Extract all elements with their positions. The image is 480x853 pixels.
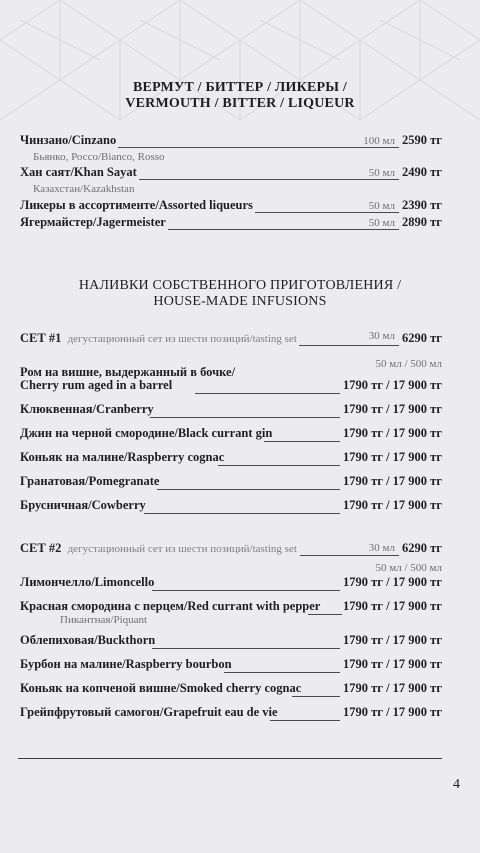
page-number: 4 (453, 777, 460, 792)
infusion-item (20, 379, 442, 395)
item-name: Ягермайстер/Jagermeister (20, 215, 166, 229)
item-price: 1790 тг / 17 900 тг (343, 402, 442, 416)
item-price: 1790 тг / 17 900 тг (343, 450, 442, 464)
item-price: 1790 тг / 17 900 тг (343, 498, 442, 512)
item-price: 1790 тг / 17 900 тг (343, 681, 442, 695)
item-name: Красная смородина с перцем/Red currant with pepper (20, 599, 321, 613)
item-name: Cherry rum aged in a barrel (20, 378, 173, 392)
item-price: 1790 тг / 17 900 тг (343, 474, 442, 488)
infusion-item (20, 499, 442, 515)
item-name: Гранатовая/Pomegranate (20, 474, 160, 488)
volume-columns: 50 мл / 500 мл (375, 358, 442, 370)
set-volume: 30 мл (366, 542, 398, 554)
footer-divider (18, 758, 442, 759)
infusion-item (20, 658, 442, 674)
item-price: 1790 тг / 17 900 тг (343, 378, 442, 392)
item-note: Пикантная/Piquant (60, 614, 148, 626)
item-name: Облепиховая/Buckthorn (20, 633, 156, 647)
item-name: Брусничная/Cowberry (20, 498, 146, 512)
infusion-item (20, 427, 442, 443)
item-price: 1790 тг / 17 900 тг (343, 575, 442, 589)
item-volume: 50 мл (366, 200, 398, 212)
tasting-set-1 (20, 330, 442, 348)
item-name: Коньяк на копченой вишне/Smoked cherry cognac (20, 681, 302, 695)
set-volume: 30 мл (366, 330, 398, 342)
item-price: 2390 тг (399, 198, 442, 213)
item-price: 2490 тг (399, 165, 442, 180)
volume-columns: 50 мл / 500 мл (375, 562, 442, 574)
item-volume: 100 мл (360, 135, 398, 147)
set-name: СЕТ #1 дегустационный сет из шести позиций/tasting set (20, 331, 297, 345)
item-price: 1790 тг / 17 900 тг (343, 426, 442, 440)
infusion-item (20, 706, 442, 722)
item-price: 1790 тг / 17 900 тг (343, 599, 442, 613)
item-name: Ликеры в ассортименте/Assorted liqueurs (20, 198, 253, 212)
section-title-en: VERMOUTH / BITTER / LIQUEUR (125, 96, 355, 111)
item-note: Казахстан/Kazakhstan (33, 183, 135, 195)
item-note: Бьянко, Россо/Bianco, Rosso (33, 151, 165, 163)
item-name: Лимончелло/Limoncello (20, 575, 155, 589)
menu-item (20, 197, 442, 215)
section-title-en: HOUSE-MADE INFUSIONS (153, 294, 327, 309)
item-price: 2590 тг (399, 133, 442, 148)
item-volume: 50 мл (366, 217, 398, 229)
infusion-item (20, 403, 442, 419)
item-name: Коньяк на малине/Raspberry cognac (20, 450, 225, 464)
tasting-set-2 (20, 540, 442, 558)
infusion-item (20, 475, 442, 491)
menu-item (20, 214, 442, 232)
set-price: 6290 тг (399, 331, 442, 346)
infusion-item (20, 634, 442, 650)
item-name: Бурбон на малине/Raspberry bourbon (20, 657, 232, 671)
item-name: Клюквенная/Cranberry (20, 402, 154, 416)
item-name: Хан саят/Khan Sayat (20, 165, 137, 179)
section-title-ru: НАЛИВКИ СОБСТВЕННОГО ПРИГОТОВЛЕНИЯ / (78, 278, 402, 293)
item-price: 2890 тг (399, 215, 442, 230)
menu-item (20, 164, 442, 182)
set-price: 6290 тг (399, 541, 442, 556)
set-name: СЕТ #2 дегустационный сет из шести позиций/tasting set (20, 541, 297, 555)
item-volume: 50 мл (366, 167, 398, 179)
infusion-item (20, 451, 442, 467)
item-price: 1790 тг / 17 900 тг (343, 657, 442, 671)
menu-item (20, 132, 442, 150)
item-name: Грейпфрутовый самогон/Grapefruit eau de vie (20, 705, 278, 719)
item-name-line1: Ром на вишне, выдержанный в бочке/ (20, 365, 236, 379)
infusion-item (20, 576, 442, 592)
item-name: Джин на черной смородине/Black currant gin (20, 426, 273, 440)
item-price: 1790 тг / 17 900 тг (343, 633, 442, 647)
section-title-ru: ВЕРМУТ / БИТТЕР / ЛИКЕРЫ / (133, 80, 347, 95)
infusion-item (20, 682, 442, 698)
item-price: 1790 тг / 17 900 тг (343, 705, 442, 719)
item-name: Чинзано/Cinzano (20, 133, 117, 147)
